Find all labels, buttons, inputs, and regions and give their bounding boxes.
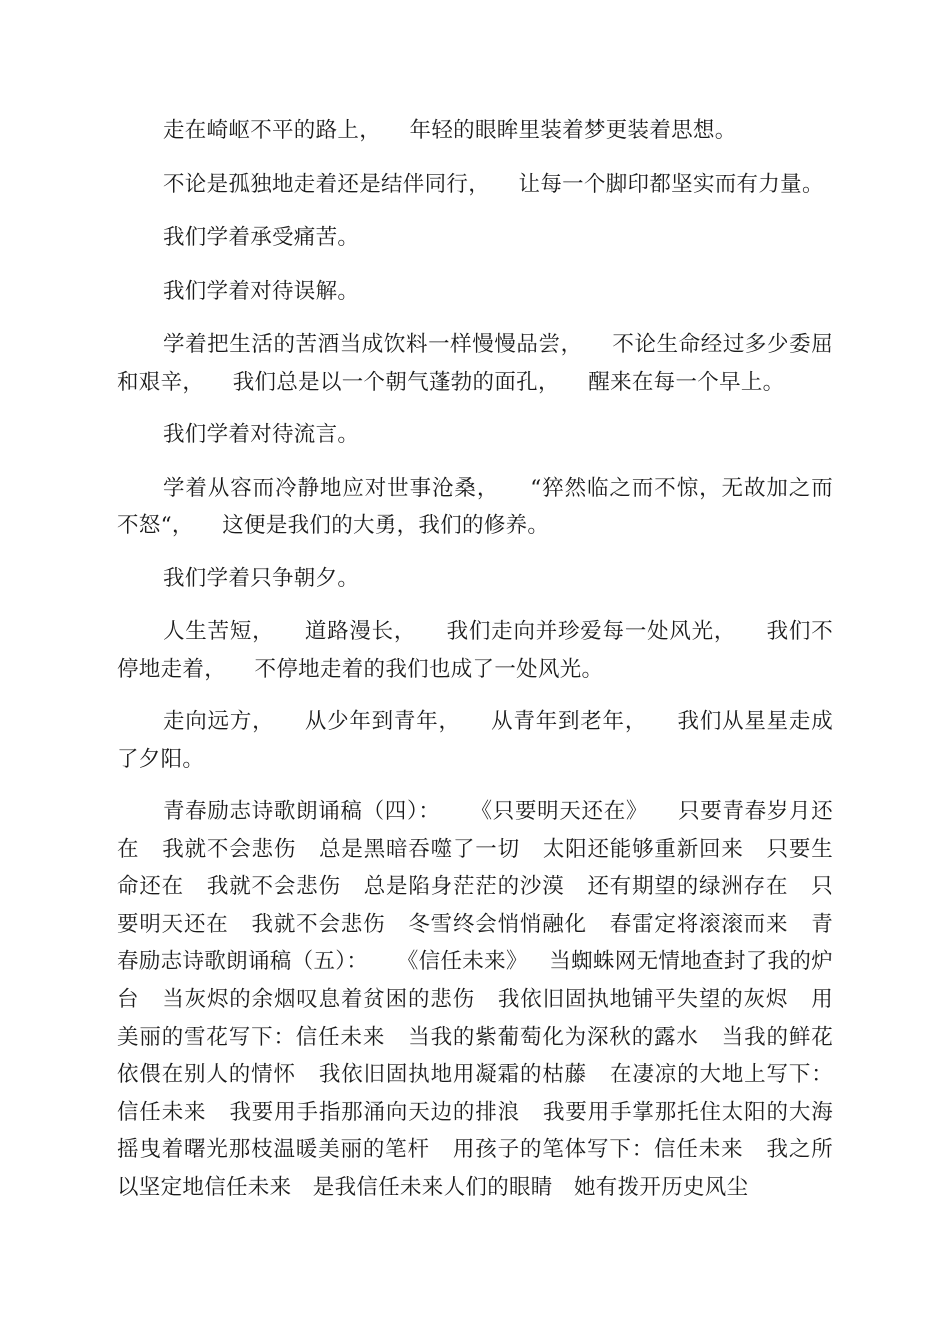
paragraph-8: 我们学着只争朝夕。: [163, 565, 360, 591]
paragraph-6: 我们学着对待流言。: [163, 422, 360, 447]
paragraph-10: 走向远方， 从少年到青年， 从青年到老年， 我们从星星走成了夕阳。: [117, 709, 833, 772]
paragraph-7: 学着从容而冷静地应对世事沧桑， “猝然临之而不惊，无故加之而不怒“， 这便是我们的大勇，我们的修养。: [117, 475, 833, 538]
document-page: [117, 112, 855, 1207]
paragraph-9: 人生苦短， 道路漫长， 我们走向并珍爱每一处风光， 我们不停地走着， 不停地走着的我们也成了一处风光。: [117, 619, 833, 682]
paragraph-11: 青春励志诗歌朗诵稿（四）： 《只要明天还在》 只要青春岁月还在 我就不会悲伤 总是黑暗吞噬了一切 太阳还能够重新回来 只要生命还在 我就不会悲伤 总是陷身茫茫的沙漠 还有期望的绿洲存在 只要明天还在 我就不会悲伤 冬雪终会悄悄融化 春雷定将滚滚而来 青春励志诗歌朗诵稿（五）： 《信任未来》 当蜘蛛网无情地查封了我的炉台 当灰烬的余烟叹息着贫困的悲伤 我依旧固执地铺平失望的灰烬 用美丽的雪花写下：信任未来 当我的紫葡萄化为深秋的露水 当我的鲜花依偎在别人的情怀 我依旧固执地用凝霜的枯藤 在凄凉的大地上写下：信任未来 我要用手指那涌向天边的排浪 我要用手掌那托住太阳的大海 摇曳着曙光那枝温暖美丽的笔杆 用孩子的笔体写下：信任未来 我之所以坚定地信任未来 是我信任未来人们的眼睛 她有拨开历史风尘: [117, 799, 855, 1200]
paragraph-4: 我们学着对待误解。: [163, 278, 360, 304]
paragraph-3: 我们学着承受痛苦。: [163, 225, 360, 250]
paragraph-2: 不论是孤独地走着还是结伴同行， 让每一个脚印都坚实而有力量。: [163, 171, 824, 197]
paragraph-5: 学着把生活的苦酒当成饮料一样慢慢品尝， 不论生命经过多少委屈和艰辛， 我们总是以一个朝气蓬勃的面孔， 醒来在每一个早上。: [117, 332, 833, 395]
paragraph-1: 走在崎岖不平的路上， 年轻的眼眸里装着梦更装着思想。: [163, 118, 737, 143]
